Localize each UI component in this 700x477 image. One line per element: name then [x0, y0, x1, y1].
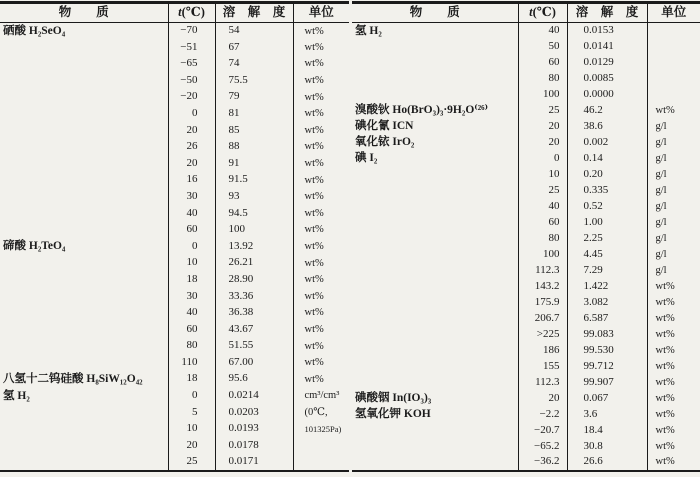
- unit-cell: wt%: [293, 321, 349, 338]
- unit-cell: wt%: [647, 455, 700, 471]
- substance-cell: [352, 439, 518, 455]
- unit-cell: [647, 71, 700, 87]
- temperature-cell: −20: [168, 89, 215, 106]
- substance-cell: [352, 263, 518, 279]
- substance-cell: 碲酸 H₂TeO₄: [3, 240, 66, 253]
- table-row: [0, 271, 349, 288]
- solubility-cell: 28.90: [215, 271, 293, 288]
- temperature-cell: 186: [518, 343, 567, 359]
- unit-cell: wt%: [293, 371, 349, 388]
- table-row: [0, 421, 349, 438]
- temperature-cell: 175.9: [518, 295, 567, 311]
- table-row: [352, 407, 700, 423]
- solubility-cell: 0.0129: [567, 55, 647, 71]
- temperature-cell: 0: [518, 151, 567, 167]
- substance-cell: [0, 354, 168, 371]
- substance-cell: 硒酸 H₂SeO₄: [3, 25, 66, 38]
- unit-cell: wt%: [647, 359, 700, 375]
- substance-cell: [0, 172, 168, 189]
- substance-cell: [352, 199, 518, 215]
- temperature-cell: >225: [518, 327, 567, 343]
- substance-cell: [352, 167, 518, 183]
- solubility-cell: 2.25: [567, 231, 647, 247]
- solubility-cell: 85: [215, 122, 293, 139]
- temperature-cell: 25: [518, 103, 567, 119]
- unit-cell: wt%: [647, 103, 700, 119]
- solubility-cell: 99.907: [567, 375, 647, 391]
- table-row: [352, 231, 700, 247]
- substance-cell: [0, 454, 168, 471]
- unit-cell: wt%: [293, 39, 349, 56]
- unit-header: 单位: [293, 3, 349, 23]
- temperature-cell: 155: [518, 359, 567, 375]
- solubility-header: 溶 解 度: [215, 3, 293, 23]
- temperature-cell: 10: [168, 421, 215, 438]
- temperature-cell: 20: [518, 119, 567, 135]
- table-row: [352, 87, 700, 103]
- solubility-cell: 99.530: [567, 343, 647, 359]
- table-row: [0, 56, 349, 73]
- solubility-cell: 38.6: [567, 119, 647, 135]
- unit-cell: wt%: [293, 139, 349, 156]
- solubility-cell: 7.29: [567, 263, 647, 279]
- solubility-cell: 1.00: [567, 215, 647, 231]
- unit-cell: g/l: [647, 199, 700, 215]
- unit-cell: g/l: [647, 183, 700, 199]
- table-row: [0, 255, 349, 272]
- solubility-cell: 0.067: [567, 391, 647, 407]
- unit-cell: wt%: [293, 89, 349, 106]
- temperature-cell: 20: [168, 122, 215, 139]
- table-header: [352, 3, 700, 23]
- unit-cell: g/l: [647, 247, 700, 263]
- substance-cell: [0, 122, 168, 139]
- substance-cell: 碘 I₂: [355, 152, 378, 165]
- unit-cell: [647, 87, 700, 103]
- temperature-cell: 5: [168, 404, 215, 421]
- temperature-cell: 112.3: [518, 263, 567, 279]
- unit-cell: wt%: [647, 439, 700, 455]
- temperature-cell: 80: [518, 71, 567, 87]
- temperature-cell: 80: [518, 231, 567, 247]
- substance-cell: [0, 155, 168, 172]
- unit-cell: wt%: [647, 279, 700, 295]
- substance-cell: [0, 305, 168, 322]
- unit-cell: wt%: [647, 327, 700, 343]
- unit-cell: wt%: [293, 56, 349, 73]
- substance-cell: [0, 271, 168, 288]
- solubility-cell: 46.2: [567, 103, 647, 119]
- substance-cell: [0, 437, 168, 454]
- unit-cell: wt%: [647, 407, 700, 423]
- temperature-cell: 25: [518, 183, 567, 199]
- temperature-unit-label: (℃): [181, 5, 205, 20]
- solubility-cell: 0.002: [567, 135, 647, 151]
- solubility-cell: 36.38: [215, 305, 293, 322]
- solubility-cell: 79: [215, 89, 293, 106]
- substance-cell: [0, 404, 168, 421]
- temperature-cell: 18: [168, 371, 215, 388]
- solubility-cell: 99.712: [567, 359, 647, 375]
- solubility-cell: 74: [215, 56, 293, 73]
- table-row: [0, 305, 349, 322]
- table-row: [0, 155, 349, 172]
- unit-cell: wt%: [293, 122, 349, 139]
- substance-cell: [0, 139, 168, 156]
- solubility-cell: 94.5: [215, 205, 293, 222]
- substance-cell: [352, 39, 518, 55]
- solubility-cell: 30.8: [567, 439, 647, 455]
- solubility-cell: 0.0193: [215, 421, 293, 438]
- unit-cell: wt%: [647, 391, 700, 407]
- table-row: [0, 205, 349, 222]
- substance-cell: 氧化铱 IrO₂: [355, 136, 415, 149]
- unit-cell: wt%: [293, 23, 349, 40]
- table-row: [352, 55, 700, 71]
- solubility-cell: 95.6: [215, 371, 293, 388]
- temperature-cell: 30: [168, 188, 215, 205]
- temperature-cell: 10: [518, 167, 567, 183]
- table-row: [352, 247, 700, 263]
- unit-cell: wt%: [293, 305, 349, 322]
- table-row: [352, 23, 700, 39]
- table-row: [0, 23, 349, 40]
- table-row: [352, 423, 700, 439]
- unit-cell: wt%: [293, 288, 349, 305]
- temperature-cell: −2.2: [518, 407, 567, 423]
- unit-cell: wt%: [293, 155, 349, 172]
- solubility-cell: 43.67: [215, 321, 293, 338]
- table-row: [352, 151, 700, 167]
- substance-cell: 氢 H₂: [355, 24, 382, 37]
- substance-cell: [0, 255, 168, 272]
- table-row: [0, 39, 349, 56]
- substance-cell: [352, 279, 518, 295]
- substance-cell: [0, 421, 168, 438]
- unit-header: 单位: [647, 3, 700, 23]
- substance-cell: [352, 311, 518, 327]
- unit-cell: wt%: [293, 338, 349, 355]
- table-body: [352, 23, 700, 471]
- table-row: [0, 338, 349, 355]
- substance-cell: [352, 215, 518, 231]
- solubility-cell: 3.6: [567, 407, 647, 423]
- table-row: [0, 105, 349, 122]
- temperature-cell: −70: [168, 23, 215, 40]
- temperature-cell: 206.7: [518, 311, 567, 327]
- unit-cell: wt%: [293, 354, 349, 371]
- unit-cell: wt%: [293, 222, 349, 239]
- temperature-cell: 80: [168, 338, 215, 355]
- solubility-table-left: [0, 1, 349, 472]
- solubility-cell: 0.14: [567, 151, 647, 167]
- unit-cell: wt%: [293, 172, 349, 189]
- solubility-header: 溶 解 度: [567, 3, 647, 23]
- unit-cell: wt%: [647, 375, 700, 391]
- header-row: [0, 3, 349, 23]
- unit-cell: wt%: [293, 188, 349, 205]
- table-row: [0, 222, 349, 239]
- substance-cell: [352, 183, 518, 199]
- table-row: [0, 388, 349, 405]
- solubility-cell: 26.6: [567, 455, 647, 471]
- temperature-cell: 60: [518, 55, 567, 71]
- temperature-header: [168, 3, 215, 23]
- substance-cell: [352, 71, 518, 87]
- table-row: [352, 199, 700, 215]
- unit-cell: g/l: [647, 151, 700, 167]
- table-row: [0, 321, 349, 338]
- substance-cell: [0, 188, 168, 205]
- table-row: [0, 122, 349, 139]
- substance-cell: [0, 205, 168, 222]
- table-row: [352, 327, 700, 343]
- substance-cell: [0, 105, 168, 122]
- table-row: [352, 135, 700, 151]
- unit-cell: [293, 437, 349, 454]
- temperature-cell: 40: [168, 205, 215, 222]
- substance-cell: [0, 56, 168, 73]
- temperature-symbol: t: [529, 5, 533, 20]
- temperature-cell: 143.2: [518, 279, 567, 295]
- temperature-cell: 110: [168, 354, 215, 371]
- temperature-cell: −36.2: [518, 455, 567, 471]
- table-row: [352, 439, 700, 455]
- unit-cell: g/l: [647, 215, 700, 231]
- unit-cell: wt%: [293, 205, 349, 222]
- solubility-cell: 81: [215, 105, 293, 122]
- temperature-cell: 30: [168, 288, 215, 305]
- substance-cell: [352, 87, 518, 103]
- substance-cell: [352, 375, 518, 391]
- table-row: [0, 172, 349, 189]
- temperature-cell: 18: [168, 271, 215, 288]
- unit-cell: [293, 454, 349, 471]
- solubility-cell: 67.00: [215, 354, 293, 371]
- table-row: [352, 295, 700, 311]
- unit-cell: wt%: [647, 343, 700, 359]
- solubility-cell: 0.0153: [567, 23, 647, 39]
- solubility-cell: 0.0214: [215, 388, 293, 405]
- substance-cell: 氢氧化钾 KOH: [355, 408, 431, 421]
- solubility-cell: 67: [215, 39, 293, 56]
- solubility-cell: 13.92: [215, 238, 293, 255]
- solubility-cell: 0.0171: [215, 454, 293, 471]
- temperature-cell: 20: [518, 135, 567, 151]
- unit-cell: [647, 39, 700, 55]
- substance-cell: [0, 222, 168, 239]
- substance-cell: [352, 327, 518, 343]
- unit-cell: g/l: [647, 231, 700, 247]
- temperature-cell: 20: [168, 437, 215, 454]
- table-row: [352, 167, 700, 183]
- unit-cell: g/l: [647, 167, 700, 183]
- table-row: [352, 119, 700, 135]
- unit-cell: [647, 23, 700, 39]
- solubility-cell: 0.335: [567, 183, 647, 199]
- solubility-cell: 33.36: [215, 288, 293, 305]
- solubility-cell: 0.0141: [567, 39, 647, 55]
- table-row: [352, 279, 700, 295]
- unit-cell: wt%: [293, 238, 349, 255]
- table-row: [352, 215, 700, 231]
- substance-cell: 八氢十二钨硅酸 H₈SiW₁₂O₄₂: [3, 373, 143, 386]
- unit-cell: wt%: [293, 271, 349, 288]
- substance-cell: [352, 55, 518, 71]
- temperature-cell: 60: [168, 321, 215, 338]
- unit-cell: [647, 55, 700, 71]
- solubility-table-right: [352, 1, 700, 472]
- table-row: [352, 359, 700, 375]
- table-row: [352, 455, 700, 471]
- temperature-cell: 60: [168, 222, 215, 239]
- unit-cell: 101325Pa): [293, 421, 349, 438]
- temperature-cell: 40: [518, 23, 567, 39]
- substance-cell: 氢 H₂: [3, 389, 30, 402]
- temperature-cell: −65: [168, 56, 215, 73]
- solubility-cell: 93: [215, 188, 293, 205]
- substance-cell: [0, 39, 168, 56]
- temperature-cell: 0: [168, 105, 215, 122]
- temperature-cell: 16: [168, 172, 215, 189]
- solubility-cell: 0.20: [567, 167, 647, 183]
- substance-header: 物 质: [0, 3, 168, 23]
- temperature-cell: 112.3: [518, 375, 567, 391]
- solubility-cell: 18.4: [567, 423, 647, 439]
- solubility-cell: 6.587: [567, 311, 647, 327]
- header-row: [352, 3, 700, 23]
- temperature-cell: 0: [168, 238, 215, 255]
- solubility-cell: 54: [215, 23, 293, 40]
- temperature-cell: −51: [168, 39, 215, 56]
- substance-cell: [0, 72, 168, 89]
- solubility-cell: 75.5: [215, 72, 293, 89]
- temperature-cell: −50: [168, 72, 215, 89]
- solubility-cell: 100: [215, 222, 293, 239]
- substance-cell: 碘化氰 ICN: [355, 120, 414, 133]
- solubility-cell: 26.21: [215, 255, 293, 272]
- substance-cell: [352, 359, 518, 375]
- substance-cell: [352, 295, 518, 311]
- solubility-cell: 3.082: [567, 295, 647, 311]
- substance-cell: [352, 343, 518, 359]
- unit-cell: wt%: [293, 105, 349, 122]
- substance-cell: 碘酸铟 In(IO₃)₃: [355, 392, 432, 405]
- unit-cell: (0℃,: [293, 404, 349, 421]
- solubility-cell: 0.0085: [567, 71, 647, 87]
- solubility-cell: 1.422: [567, 279, 647, 295]
- temperature-unit-label: (℃): [532, 5, 556, 20]
- temperature-cell: 100: [518, 247, 567, 263]
- table-row: [0, 72, 349, 89]
- temperature-cell: 50: [518, 39, 567, 55]
- unit-cell: wt%: [293, 255, 349, 272]
- substance-cell: [352, 423, 518, 439]
- substance-cell: [352, 455, 518, 471]
- table-row: [0, 188, 349, 205]
- table-row: [352, 375, 700, 391]
- table-row: [0, 437, 349, 454]
- table-row: [0, 139, 349, 156]
- temperature-cell: 25: [168, 454, 215, 471]
- temperature-cell: 20: [518, 391, 567, 407]
- temperature-cell: 40: [168, 305, 215, 322]
- substance-cell: [0, 338, 168, 355]
- table-row: [352, 311, 700, 327]
- table-header: [0, 3, 349, 23]
- substance-header: 物 质: [352, 3, 518, 23]
- unit-cell: g/l: [647, 263, 700, 279]
- solubility-cell: 99.083: [567, 327, 647, 343]
- solubility-cell: 0.0178: [215, 437, 293, 454]
- temperature-cell: 100: [518, 87, 567, 103]
- temperature-cell: 40: [518, 199, 567, 215]
- substance-cell: [352, 231, 518, 247]
- solubility-cell: 0.0203: [215, 404, 293, 421]
- temperature-cell: 10: [168, 255, 215, 272]
- unit-cell: wt%: [647, 311, 700, 327]
- solubility-cell: 91: [215, 155, 293, 172]
- substance-cell: [0, 288, 168, 305]
- temperature-header: [518, 3, 567, 23]
- temperature-cell: 26: [168, 139, 215, 156]
- table-row: [0, 238, 349, 255]
- solubility-cell: 88: [215, 139, 293, 156]
- table-row: [352, 39, 700, 55]
- table-row: [352, 71, 700, 87]
- unit-cell: wt%: [647, 423, 700, 439]
- table-row: [0, 288, 349, 305]
- unit-cell: cm³/cm³: [293, 388, 349, 405]
- table-row: [352, 183, 700, 199]
- substance-cell: [352, 247, 518, 263]
- temperature-cell: 60: [518, 215, 567, 231]
- table-row: [352, 343, 700, 359]
- table-row: [0, 454, 349, 471]
- substance-cell: [0, 89, 168, 106]
- table-row: [0, 354, 349, 371]
- unit-cell: wt%: [293, 72, 349, 89]
- solubility-cell: 91.5: [215, 172, 293, 189]
- unit-cell: wt%: [647, 295, 700, 311]
- temperature-cell: −20.7: [518, 423, 567, 439]
- solubility-cell: 4.45: [567, 247, 647, 263]
- table-row: [0, 404, 349, 421]
- table-body: [0, 23, 349, 471]
- unit-cell: g/l: [647, 119, 700, 135]
- solubility-cell: 0.0000: [567, 87, 647, 103]
- temperature-symbol: t: [178, 5, 182, 20]
- table-row: [0, 89, 349, 106]
- substance-cell: 溴酸钬 Ho(BrO₃)₃·9H₂O⁽²⁶⁾: [355, 104, 489, 117]
- solubility-cell: 51.55: [215, 338, 293, 355]
- table-row: [0, 371, 349, 388]
- solubility-cell: 0.52: [567, 199, 647, 215]
- table-row: [352, 263, 700, 279]
- substance-cell: [0, 321, 168, 338]
- table-row: [352, 103, 700, 119]
- temperature-cell: −65.2: [518, 439, 567, 455]
- unit-cell: g/l: [647, 135, 700, 151]
- temperature-cell: 20: [168, 155, 215, 172]
- table-row: [352, 391, 700, 407]
- temperature-cell: 0: [168, 388, 215, 405]
